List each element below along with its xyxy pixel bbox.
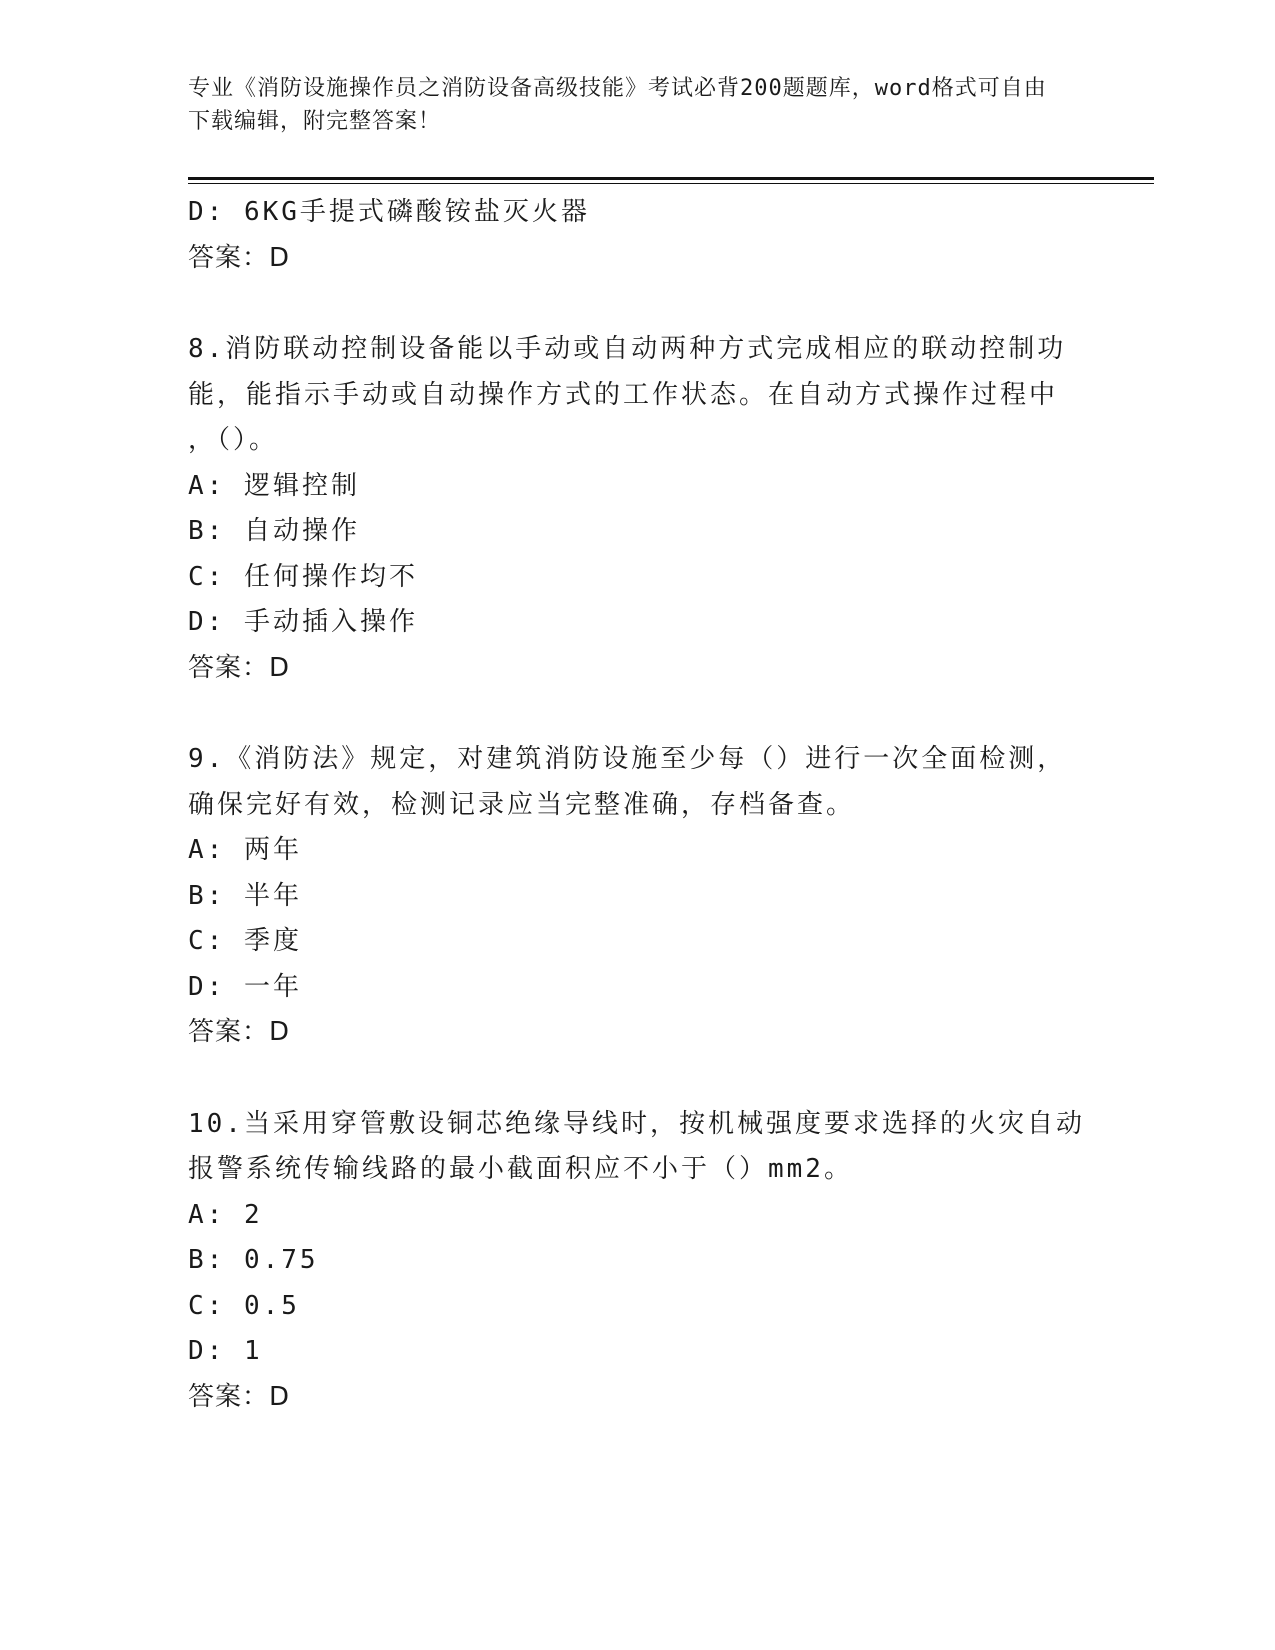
question-block <box>188 737 1088 1056</box>
spacer <box>188 691 1088 737</box>
option-a: A: 逻辑控制 <box>188 470 360 501</box>
option-c: C: 任何操作均不 <box>188 561 418 592</box>
question-stem-line: ，（）。 <box>188 425 279 455</box>
question-block <box>188 327 1088 691</box>
question-stem-line: 报警系统传输线路的最小截面积应不小于（）mm2。 <box>188 1154 853 1184</box>
option-d: D: 一年 <box>188 971 302 1002</box>
answer-line: 答案：D <box>188 242 291 273</box>
header-rule-thin <box>188 183 1154 184</box>
option-d: D: 1 <box>188 1336 263 1366</box>
answer-line: 答案：D <box>188 652 291 683</box>
answer-line: 答案：D <box>188 1381 291 1412</box>
option-a: A: 2 <box>188 1199 263 1230</box>
question-stem-line: 能，能指示手动或自动操作方式的工作状态。在自动方式操作过程中 <box>188 379 1059 410</box>
question-content <box>188 190 1088 1420</box>
option-b: B: 0.75 <box>188 1245 319 1275</box>
question-stem-line: 9.《消防法》规定，对建筑消防设施至少每（）进行一次全面检测， <box>188 744 1067 774</box>
option-b: B: 半年 <box>188 880 302 911</box>
spacer <box>188 1056 1088 1102</box>
option-c: C: 0.5 <box>188 1290 300 1321</box>
answer-line: 答案：D <box>188 1017 291 1047</box>
spacer <box>188 281 1088 327</box>
document-header: 专业《消防设施操作员之消防设备高级技能》考试必背200题题库，word格式可自由下载编辑，附完整答案！ <box>188 76 1047 134</box>
option-d: D: 手动插入操作 <box>188 607 418 637</box>
header-rule-thick <box>188 177 1154 180</box>
option-c: C: 季度 <box>188 926 302 956</box>
question-stem-line: 10.当采用穿管敷设铜芯绝缘导线时，按机械强度要求选择的火灾自动 <box>188 1108 1085 1139</box>
question-stem-line: 确保完好有效，检测记录应当完整准确，存档备查。 <box>188 789 856 820</box>
option-b: B: 自动操作 <box>188 516 360 546</box>
option-a: A: 两年 <box>188 835 302 865</box>
option-d: D: 6KG手提式磷酸铵盐灭火器 <box>188 197 590 227</box>
question-stem-line: 8.消防联动控制设备能以手动或自动两种方式完成相应的联动控制功 <box>188 334 1067 364</box>
question-block <box>188 1102 1088 1421</box>
